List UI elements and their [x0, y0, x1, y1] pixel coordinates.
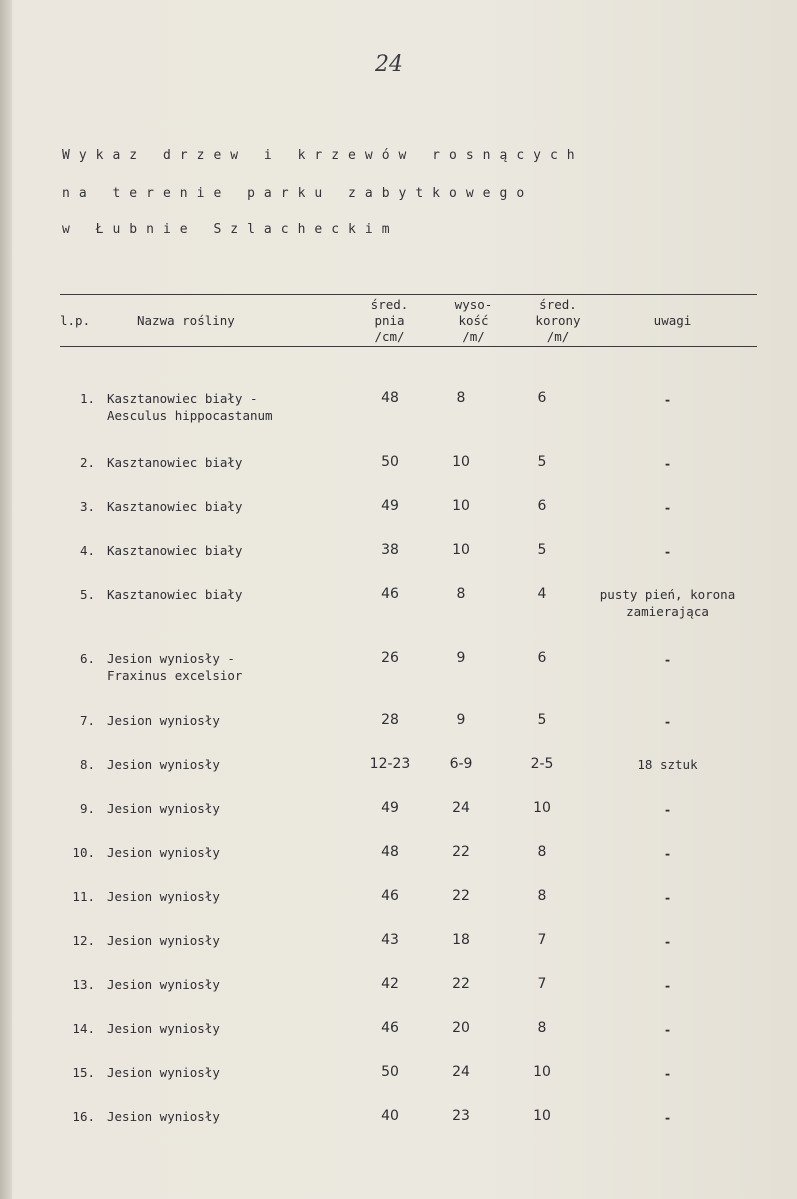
header-lp: l.p. [60, 313, 91, 328]
row-lp: 10. [72, 845, 95, 860]
row-lp: 11. [72, 889, 95, 904]
title-line-2: na terenie parku zabytkowego [62, 186, 534, 201]
page-edge [0, 0, 12, 1199]
table-header-rule [60, 346, 757, 347]
row-name: Jesion wyniosły [107, 757, 220, 772]
row-uwagi: - [663, 1022, 672, 1037]
row-uwagi: - [663, 544, 672, 559]
row-lp: 6. [79, 651, 95, 666]
row-korona: 8 [537, 1020, 547, 1036]
row-name: Kasztanowiec biały - [107, 391, 258, 406]
row-wysokosc: 24 [452, 1064, 470, 1080]
row-korona: 4 [537, 586, 547, 602]
row-korona: 10 [533, 800, 551, 816]
title-line-3: w Łubnie Szlacheckim [62, 222, 399, 237]
row-name: Kasztanowiec biały [107, 543, 243, 558]
row-srednica: 42 [381, 976, 399, 992]
row-name: Jesion wyniosły [107, 801, 220, 816]
row-srednica: 28 [381, 712, 399, 728]
row-uwagi: - [663, 500, 672, 515]
header-uwagi: uwagi [653, 313, 692, 328]
row-wysokosc: 6-9 [449, 756, 473, 772]
row-wysokosc: 8 [456, 586, 466, 602]
row-srednica: 38 [381, 542, 399, 558]
row-uwagi: - [663, 934, 672, 949]
header-korona: śred. korony /m/ [535, 297, 581, 344]
row-uwagi: - [663, 802, 672, 817]
row-wysokosc: 10 [452, 454, 470, 470]
row-uwagi: - [663, 456, 672, 471]
header-name: Nazwa rośliny [137, 313, 235, 328]
row-srednica: 43 [381, 932, 399, 948]
row-uwagi: - [663, 1066, 672, 1081]
row-lp: 9. [79, 801, 95, 816]
row-wysokosc: 20 [452, 1020, 470, 1036]
row-wysokosc: 23 [452, 1108, 470, 1124]
row-srednica: 49 [381, 498, 399, 514]
row-korona: 7 [537, 932, 547, 948]
header-wysokosc: wyso- kość /m/ [454, 297, 493, 344]
row-korona: 6 [537, 650, 547, 666]
row-korona: 10 [533, 1108, 551, 1124]
row-name: Jesion wyniosły [107, 713, 220, 728]
row-uwagi: - [663, 978, 672, 993]
row-lp: 7. [79, 713, 95, 728]
row-name: Jesion wyniosły - [107, 651, 235, 666]
row-lp: 14. [72, 1021, 95, 1036]
row-wysokosc: 9 [456, 712, 466, 728]
row-lp: 15. [72, 1065, 95, 1080]
row-uwagi: - [663, 714, 672, 729]
page-number: 24 [375, 52, 403, 77]
row-srednica: 50 [381, 454, 399, 470]
row-lp: 2. [79, 455, 95, 470]
header-srednica: śred. pnia /cm/ [370, 297, 409, 344]
row-wysokosc: 22 [452, 976, 470, 992]
row-uwagi: - [663, 890, 672, 905]
row-lp: 1. [79, 391, 95, 406]
row-korona: 5 [537, 712, 547, 728]
row-wysokosc: 8 [456, 390, 466, 406]
row-name: Jesion wyniosły [107, 1021, 220, 1036]
row-wysokosc: 18 [452, 932, 470, 948]
table-top-rule [60, 294, 757, 295]
row-name-latin: Aesculus hippocastanum [107, 408, 273, 423]
row-name: Jesion wyniosły [107, 845, 220, 860]
row-wysokosc: 22 [452, 844, 470, 860]
row-korona: 8 [537, 844, 547, 860]
row-name: Jesion wyniosły [107, 977, 220, 992]
row-name: Jesion wyniosły [107, 889, 220, 904]
row-lp: 8. [79, 757, 95, 772]
row-uwagi: pusty pień, korona zamierająca [599, 587, 736, 619]
row-uwagi: - [663, 846, 672, 861]
row-uwagi: - [663, 652, 672, 667]
row-wysokosc: 22 [452, 888, 470, 904]
row-korona: 10 [533, 1064, 551, 1080]
row-srednica: 40 [381, 1108, 399, 1124]
row-lp: 5. [79, 587, 95, 602]
row-name: Kasztanowiec biały [107, 455, 243, 470]
row-korona: 7 [537, 976, 547, 992]
row-korona: 5 [537, 542, 547, 558]
row-name-latin: Fraxinus excelsior [107, 668, 243, 683]
row-korona: 5 [537, 454, 547, 470]
row-wysokosc: 10 [452, 498, 470, 514]
row-korona: 6 [537, 390, 547, 406]
row-name: Kasztanowiec biały [107, 499, 243, 514]
row-korona: 8 [537, 888, 547, 904]
row-lp: 13. [72, 977, 95, 992]
row-uwagi: - [663, 392, 672, 407]
row-srednica: 48 [381, 390, 399, 406]
row-srednica: 12-23 [369, 756, 411, 772]
row-name: Jesion wyniosły [107, 1065, 220, 1080]
row-srednica: 49 [381, 800, 399, 816]
row-name: Jesion wyniosły [107, 1109, 220, 1124]
row-lp: 4. [79, 543, 95, 558]
row-srednica: 46 [381, 1020, 399, 1036]
title-line-1: Wykaz drzew i krzewów rosnących [62, 148, 584, 163]
row-uwagi: - [663, 1110, 672, 1125]
row-wysokosc: 9 [456, 650, 466, 666]
row-srednica: 26 [381, 650, 399, 666]
row-name: Kasztanowiec biały [107, 587, 243, 602]
row-srednica: 46 [381, 888, 399, 904]
row-srednica: 48 [381, 844, 399, 860]
row-uwagi: 18 sztuk [637, 757, 698, 772]
row-srednica: 50 [381, 1064, 399, 1080]
row-lp: 3. [79, 499, 95, 514]
row-wysokosc: 10 [452, 542, 470, 558]
row-lp: 16. [72, 1109, 95, 1124]
row-srednica: 46 [381, 586, 399, 602]
row-korona: 2-5 [530, 756, 554, 772]
row-korona: 6 [537, 498, 547, 514]
row-wysokosc: 24 [452, 800, 470, 816]
row-name: Jesion wyniosły [107, 933, 220, 948]
row-lp: 12. [72, 933, 95, 948]
